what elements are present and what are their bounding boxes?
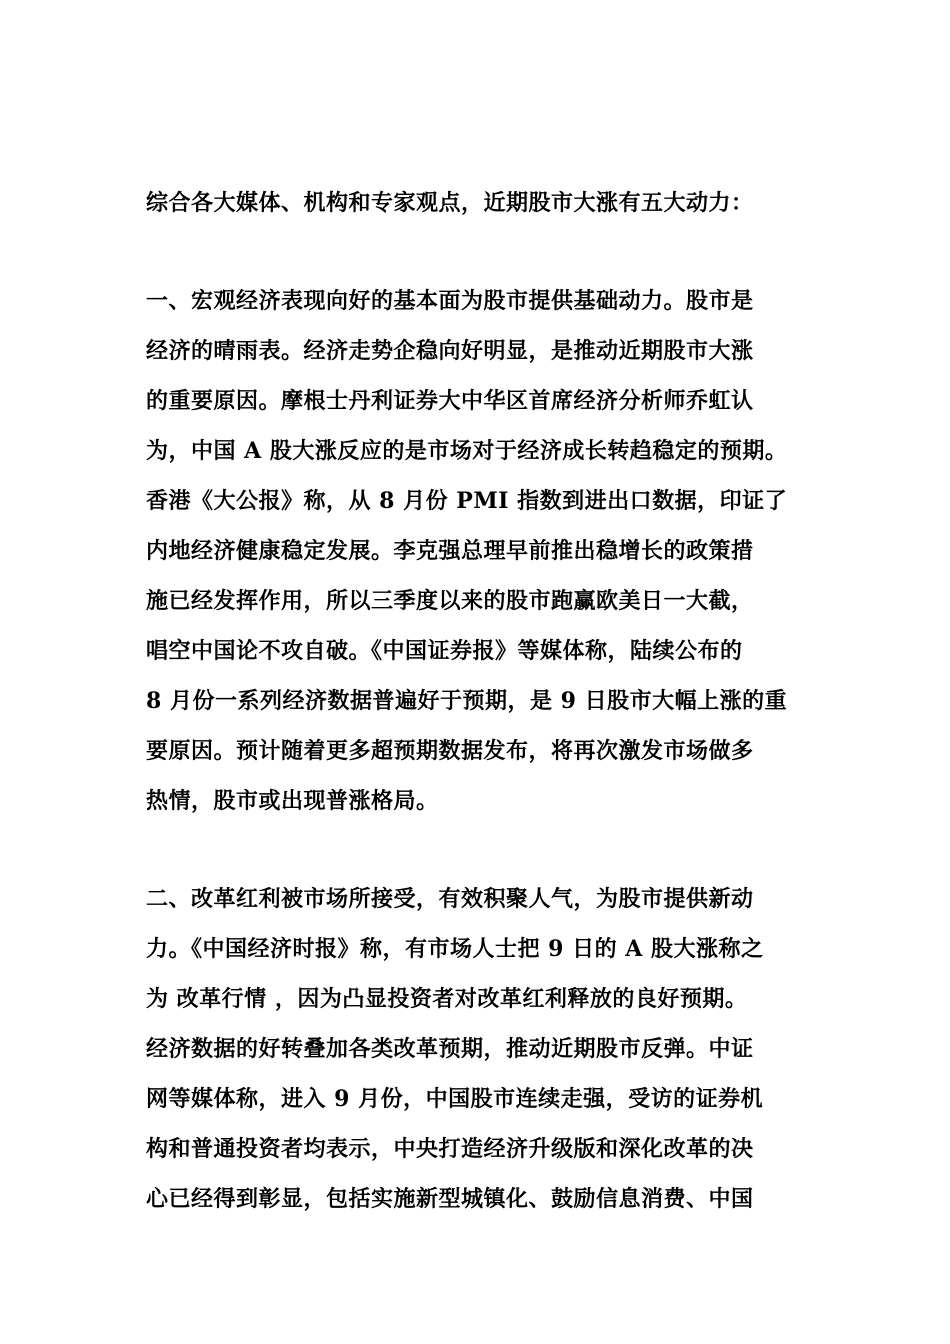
section-1-line: 一、宏观经济表现向好的基本面为股市提供基础动力。股市是 <box>146 288 754 314</box>
section-1-line: 为，中国 A 股大涨反应的是市场对于经济成长转趋稳定的预期。 <box>146 438 788 464</box>
section-1-line: 8 月份一系列经济数据普遍好于预期，是 9 日股市大幅上涨的重 <box>146 688 788 714</box>
section-1-line: 热情，股市或出现普涨格局。 <box>146 788 439 814</box>
section-1-line: 施已经发挥作用，所以三季度以来的股市跑赢欧美日一大截， <box>146 588 754 614</box>
intro-paragraph: 综合各大媒体、机构和专家观点，近期股市大涨有五大动力： <box>146 190 754 216</box>
section-1-line: 唱空中国论不攻自破。《中国证券报》等媒体称，陆续公布的 <box>146 638 743 664</box>
section-2-line: 为 改革行情 ，因为凸显投资者对改革红利释放的良好预期。 <box>146 986 748 1012</box>
section-1-line: 内地经济健康稳定发展。李克强总理早前推出稳增长的政策措 <box>146 538 754 564</box>
section-2-line: 经济数据的好转叠加各类改革预期，推动近期股市反弹。中证 <box>146 1036 754 1062</box>
section-1-line: 的重要原因。摩根士丹利证券大中华区首席经济分析师乔虹认 <box>146 388 754 414</box>
section-1-line: 香港《大公报》称，从 8 月份 PMI 指数到进出口数据，印证了 <box>146 488 788 514</box>
section-2-line: 二、改革红利被市场所接受，有效积聚人气，为股市提供新动 <box>146 886 754 912</box>
section-2-line: 网等媒体称，进入 9 月份，中国股市连续走强，受访的证券机 <box>146 1086 764 1112</box>
section-2-line: 构和普通投资者均表示，中央打造经济升级版和深化改革的决 <box>146 1136 754 1162</box>
section-1-line: 经济的晴雨表。经济走势企稳向好明显，是推动近期股市大涨 <box>146 338 754 364</box>
section-2-line: 心已经得到彰显，包括实施新型城镇化、鼓励信息消费、中国 <box>146 1186 754 1212</box>
section-2-line: 力。《中国经济时报》称，有市场人士把 9 日的 A 股大涨称之 <box>146 936 764 962</box>
section-1-line: 要原因。预计随着更多超预期数据发布，将再次激发市场做多 <box>146 738 754 764</box>
